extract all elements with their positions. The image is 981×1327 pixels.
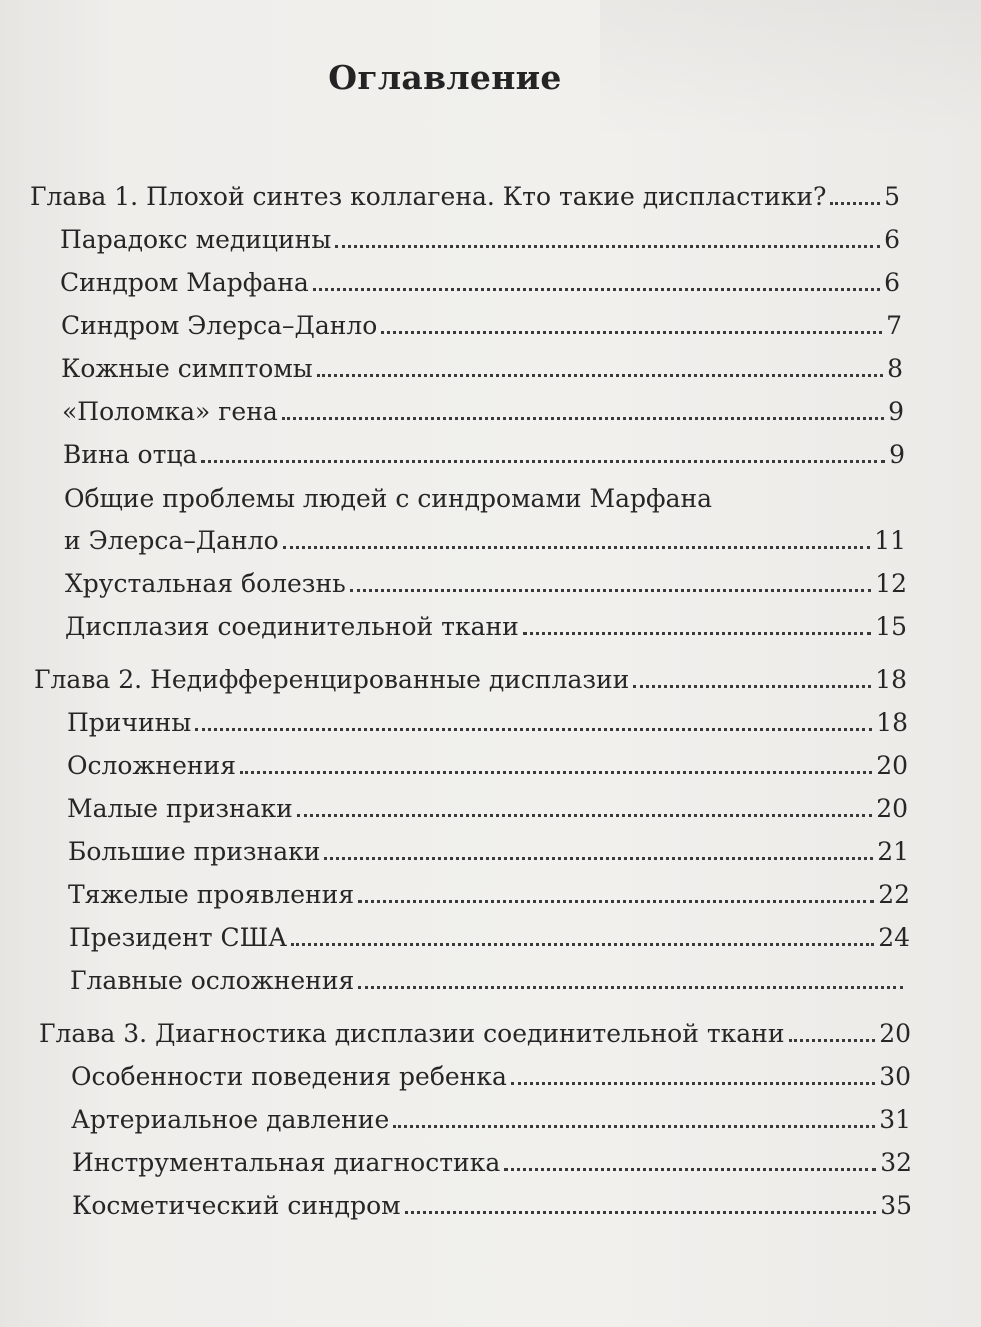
section-entry <box>69 913 910 953</box>
dot-leader <box>201 460 885 463</box>
section-label: Косметический синдром <box>72 1191 401 1220</box>
section-label: Синдром Элерса–Данло <box>61 311 378 340</box>
section-label: Тяжелые проявления <box>68 880 355 909</box>
section-label: Причины <box>67 708 192 737</box>
section-entry <box>68 870 910 910</box>
section-page: 35 <box>880 1191 912 1220</box>
section-label: Президент США <box>69 923 288 952</box>
dot-leader <box>282 417 884 420</box>
section-entry <box>60 215 900 255</box>
section-entry <box>62 387 904 427</box>
section-label: Артериальное давление <box>71 1105 390 1134</box>
section-entry <box>65 559 907 599</box>
section-page: 6 <box>884 268 900 297</box>
section-page: 7 <box>886 311 902 340</box>
dot-leader <box>511 1082 875 1085</box>
section-page: 20 <box>876 751 908 780</box>
section-page: 21 <box>877 837 909 866</box>
dot-leader <box>324 857 873 860</box>
dot-leader <box>335 245 880 248</box>
dot-leader <box>381 331 882 334</box>
section-page: 22 <box>878 880 910 909</box>
section-label: «Поломка» гена <box>62 397 278 426</box>
dot-leader <box>358 900 874 903</box>
section-page: 20 <box>876 794 908 823</box>
section-entry <box>71 1052 911 1092</box>
chapter-1-entry <box>30 172 900 212</box>
dot-leader <box>195 728 872 731</box>
section-label: Главные осложнения <box>70 966 355 995</box>
section-page: 12 <box>875 569 907 598</box>
dot-leader <box>405 1211 877 1214</box>
chapter-1-title: Глава 1. Плохой синтез коллагена. Кто такие диспластики? <box>30 182 827 211</box>
dot-leader <box>358 986 903 989</box>
section-entry <box>60 258 900 298</box>
chapter-3-page: 20 <box>879 1019 911 1048</box>
section-label: Парадокс медицины <box>60 225 332 254</box>
section-label: Дисплазия соединительной ткани <box>65 612 519 641</box>
section-entry <box>70 956 907 996</box>
section-page: 11 <box>874 526 906 555</box>
section-entry <box>61 301 902 341</box>
section-page: 30 <box>879 1062 911 1091</box>
chapter-1-page: 5 <box>884 182 900 211</box>
dot-leader <box>317 374 883 377</box>
section-label: и Элерса–Данло <box>64 526 279 555</box>
chapter-2-title: Глава 2. Недифференцированные дисплазии <box>34 665 630 694</box>
dot-leader <box>297 814 872 817</box>
section-entry <box>67 741 908 781</box>
dot-leader <box>240 771 872 774</box>
section-label: Общие проблемы людей с синдромами Марфана <box>64 484 713 513</box>
section-entry <box>63 430 905 470</box>
section-page: 9 <box>888 397 904 426</box>
dot-leader <box>504 1168 876 1171</box>
section-page: 31 <box>879 1105 911 1134</box>
section-entry <box>72 1181 912 1221</box>
section-page: 18 <box>876 708 908 737</box>
section-label: Большие признаки <box>68 837 321 866</box>
section-label: Кожные симптомы <box>61 354 313 383</box>
section-label: Особенности поведения ребенка <box>71 1062 507 1091</box>
section-page: 8 <box>887 354 903 383</box>
section-page: 15 <box>875 612 907 641</box>
dot-leader <box>283 546 871 549</box>
section-entry <box>67 784 908 824</box>
chapter-2-entry <box>34 655 907 695</box>
section-page: 9 <box>889 440 905 469</box>
section-label: Хрустальная болезнь <box>65 569 346 598</box>
dot-leader <box>830 202 880 205</box>
chapter-2-page: 18 <box>875 665 907 694</box>
dot-leader <box>393 1125 875 1128</box>
dot-leader <box>789 1039 876 1042</box>
chapter-3-title: Глава 3. Диагностика дисплазии соединительной ткани <box>39 1019 785 1048</box>
section-entry <box>68 827 909 867</box>
section-entry <box>65 602 907 642</box>
section-label: Вина отца <box>63 440 198 469</box>
page-title: Оглавление <box>328 58 562 97</box>
dot-leader <box>291 943 874 946</box>
section-label: Малые признаки <box>67 794 293 823</box>
section-page: 24 <box>878 923 910 952</box>
dot-leader <box>313 288 880 291</box>
section-entry <box>67 698 908 738</box>
section-label: Осложнения <box>67 751 236 780</box>
section-entry <box>64 516 906 556</box>
section-label: Синдром Марфана <box>60 268 309 297</box>
dot-leader <box>350 589 871 592</box>
section-entry <box>71 1095 911 1135</box>
section-label: Инструментальная диагностика <box>72 1148 501 1177</box>
section-entry <box>72 1138 912 1178</box>
dot-leader <box>523 632 871 635</box>
chapter-3-entry <box>39 1009 911 1049</box>
section-entry <box>61 344 903 384</box>
dot-leader <box>633 685 871 688</box>
section-page: 32 <box>880 1148 912 1177</box>
section-page: 6 <box>884 225 900 254</box>
